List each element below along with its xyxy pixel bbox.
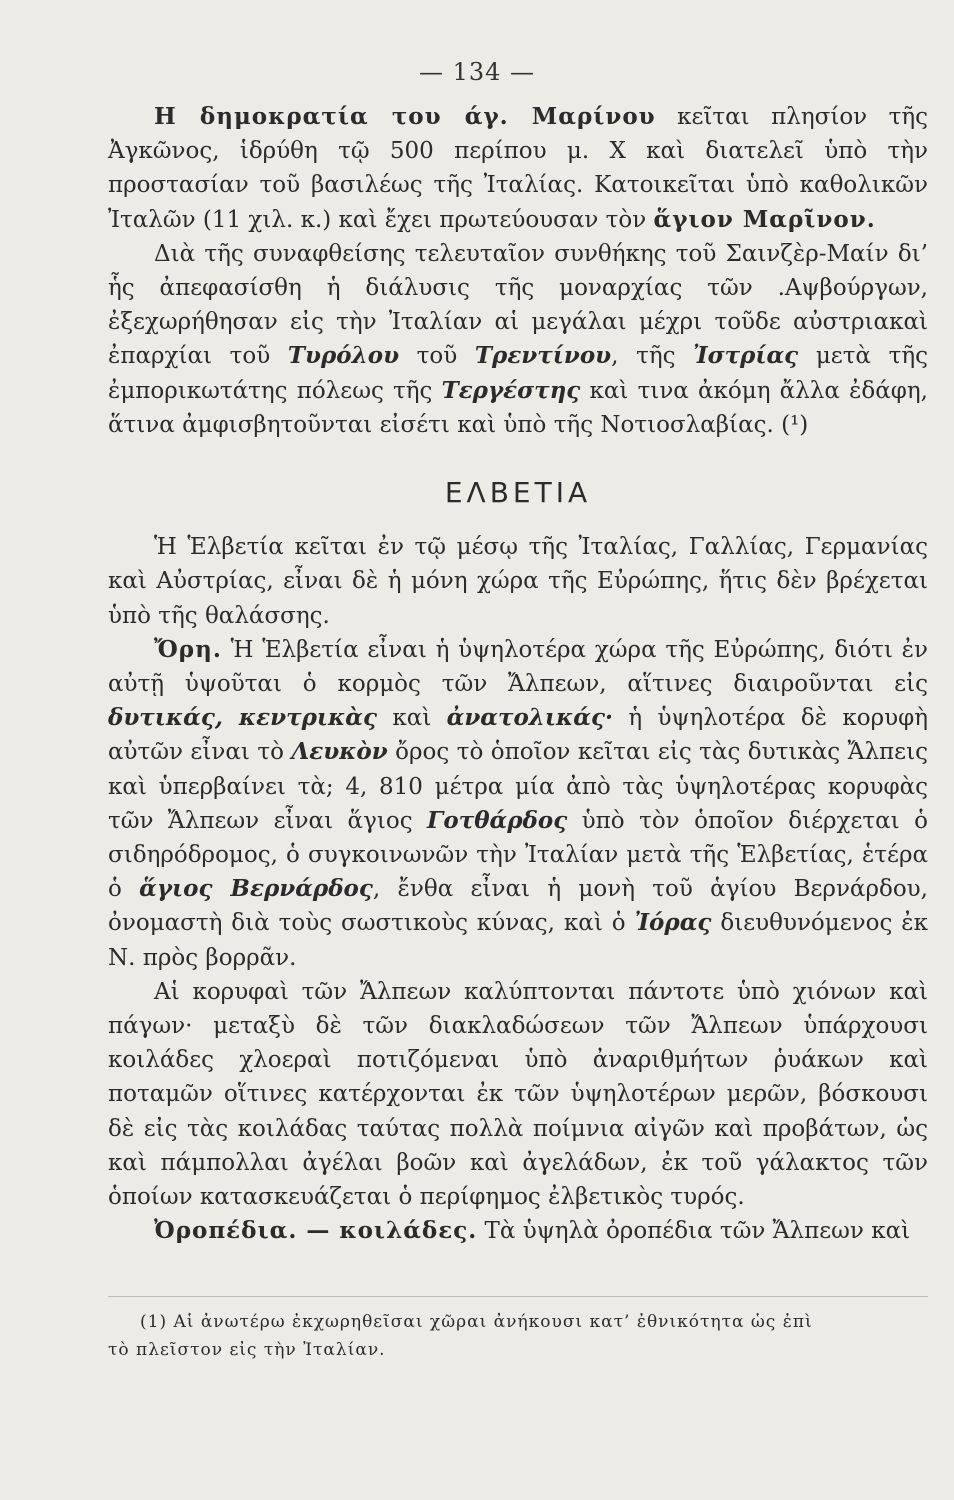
main-text bbox=[108, 100, 928, 1249]
footnote-line-2: τὸ πλεῖστον εἰς τὴν Ἰταλίαν. bbox=[108, 1340, 386, 1360]
mountains-text-5: ὑπὸ τὸν ὁποῖον διέρχεται ὁ σιδηρόδρομος, ὁ συγκοινωνῶν τὴν Ἰταλίαν μετὰ τῆς Ἑλβετίας, ἑτέρα ὁ bbox=[108, 807, 928, 903]
treaty-text-4: μετὰ τῆς ἐμπορικωτάτης πόλεως τῆς bbox=[108, 343, 928, 404]
trieste-term: Τεργέστης bbox=[441, 376, 581, 404]
mountains-text-7: διευθυνόμενος ἐκ Ν. πρὸς βορρᾶν. bbox=[108, 910, 928, 971]
alps-directions-term: δυτικάς, κεντρικὰς bbox=[108, 704, 377, 732]
paragraph-mountains bbox=[108, 633, 928, 975]
jura-term: Ἰόρας bbox=[634, 909, 712, 937]
mountains-text-3: ἡ ὑψηλοτέρα δὲ κορυφὴ αὐτῶν εἶναι τὸ bbox=[108, 705, 928, 766]
mountains-text-1: Ἡ Ἑλβετία εἶναι ἡ ὑψηλοτέρα χώρα τῆς Εὐρώπης, διότι ἐν αὐτῇ ὑψοῦται ὁ κορμὸς τῶν Ἄλπεων, αἵτινες διαιροῦνται εἰς bbox=[108, 636, 928, 698]
san-marino-capital: ἅγιον Μαρῖνον. bbox=[653, 205, 876, 233]
treaty-text-5: καὶ τινα ἀκόμη ἄλλα ἐδάφη, ἅτινα ἀμφισβητοῦνται εἰσέτι καὶ ὑπὸ τῆς Νοτιοσλαβίας. (¹) bbox=[108, 377, 928, 438]
gotthard-term: Γοτθάρδος bbox=[427, 806, 568, 834]
footnote-divider bbox=[108, 1296, 928, 1297]
mountains-text-6: , ἔνθα εἶναι ἡ μονὴ τοῦ ἁγίου Βερνάρδου, ὀνομαστὴ διὰ τοὺς σωστικοὺς κύνας, καὶ ὁ bbox=[108, 876, 928, 937]
treaty-text-3: , τῆς bbox=[611, 343, 694, 370]
tyrol-term: Τυρόλου bbox=[287, 342, 400, 370]
paragraph-switzerland-intro: Ἡ Ἑλβετία κεῖται ἐν τῷ μέσῳ τῆς Ἰταλίας, Γαλλίας, Γερμανίας καὶ Αὐστρίας, εἶναι δὲ ἡ μόνη χώρα τῆς Εὐρώπης, ἥτις δὲν βρέχεται ὑπὸ τῆς θαλάσσης. bbox=[108, 534, 928, 629]
paragraph-treaty bbox=[108, 237, 928, 442]
istria-term: Ἰστρίας bbox=[693, 342, 799, 370]
paragraph-peaks: Αἱ κορυφαὶ τῶν Ἄλπεων καλύπτονται πάντοτε ὑπὸ χιόνων καὶ πάγων· μεταξὺ δὲ τῶν διακλαδώσεων τῶν Ἄλπεων ὑπάρχουσι κοιλάδες χλοεραὶ ποτιζόμεναι ὑπὸ ἀναριθμήτων ῥυάκων καὶ ποταμῶν οἵτινες κατέρχονται ἐκ τῶν ὑψηλοτέρων μερῶν, βόσκουσι δὲ εἰς τὰς κοιλάδας ταύτας πολλὰ ποίμνια αἰγῶν καὶ προβάτων, ὡς καὶ πάμπολλαι ἀγέλαι βοῶν καὶ ἀγελάδων, ἐκ τοῦ γάλακτος τῶν ὁποίων κατασκευάζεται ὁ περίφημος ἐλβετικὸς τυρός. bbox=[108, 978, 928, 1211]
san-marino-text: κεῖται πλησίον τῆς Ἀγκῶνος, ἱδρύθη τῷ 500 περίπου μ. Χ καὶ διατελεῖ ὑπὸ τὴν προστασίαν τοῦ βασιλέως τῆς Ἰταλίας. Κατοικεῖται ὑπὸ καθολικῶν Ἰταλῶν (11 χιλ. κ.) καὶ ἔχει πρωτεύουσαν τὸν bbox=[108, 104, 929, 233]
treaty-text-1: Διὰ τῆς συναφθείσης τελευταῖον συνθήκης τοῦ Σαινζὲρ-Μαίν δι’ ἧς ἀπεφασίσθη ἡ διάλυσις τῆς μοναρχίας τῶν .Αψβούργων, ἐξεχωρήθησαν εἰς τὴν Ἰταλίαν αἱ μεγάλαι μέχρι τοῦδε αὐστριακαὶ ἐπαρχίαι τοῦ bbox=[108, 240, 928, 370]
paragraph-plateaus bbox=[108, 1214, 928, 1248]
plateaus-lead: Ὀροπέδια. — κοιλάδες. bbox=[154, 1217, 478, 1245]
footnote-line-1: (1) Αἱ ἀνωτέρω ἐκχωρηθεῖσαι χῶραι ἀνήκουσι κατ’ ἐθνικότητα ὡς ἐπὶ bbox=[140, 1312, 813, 1332]
mountains-text-4: ὄρος τὸ ὁποῖον κεῖται εἰς τὰς δυτικὰς Ἄλπεις καὶ ὑπερβαίνει τὰ; 4, 810 μέτρα μία ἀπὸ τὰς ὑψηλοτέρας κορυφὰς τῶν Ἄλπεων εἶναι ἅγιος bbox=[108, 739, 928, 834]
mont-blanc-term: Λευκὸν bbox=[291, 738, 388, 766]
page-number: — 134 — bbox=[418, 58, 536, 86]
mountains-text-2: καὶ bbox=[376, 705, 447, 732]
footnotes bbox=[108, 1308, 928, 1364]
trentino-term: Τρεντίνου bbox=[474, 342, 612, 370]
alps-east-term: ἀνατολικάς· bbox=[446, 704, 614, 732]
san-marino-lead: Η δημοκρατία του άγ. Μαρίνου bbox=[154, 103, 656, 130]
bernard-term: ἅγιος Βερνάρδος bbox=[139, 875, 373, 903]
treaty-text-2: τοῦ bbox=[399, 343, 475, 370]
mountains-lead: Ὄρη. bbox=[154, 635, 222, 663]
section-heading: ΕΛΒΕΤΙΑ bbox=[444, 476, 592, 510]
paragraph-san-marino bbox=[108, 100, 928, 237]
plateaus-text: Τὰ ὑψηλὰ ὀροπέδια τῶν Ἄλπεων καὶ bbox=[477, 1218, 911, 1245]
